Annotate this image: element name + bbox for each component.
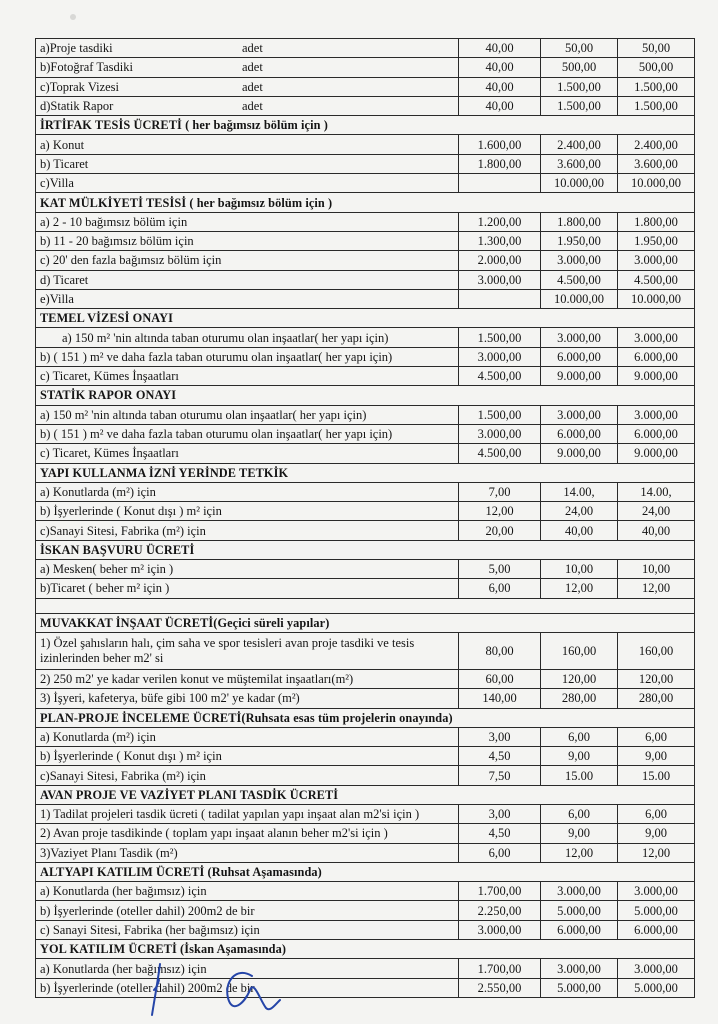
fee-label: b) İşyerlerinde ( Konut dışı ) m² için — [40, 749, 222, 764]
fee-value-cell: 2.400,00 — [541, 135, 618, 154]
fee-row — [36, 289, 695, 308]
section-heading-row — [36, 193, 695, 212]
fee-value-cell: 4.500,00 — [459, 444, 541, 463]
fee-value-cell: 4.500,00 — [541, 270, 618, 289]
fee-label: c) 20' den fazla bağımsız bölüm için — [40, 253, 222, 268]
fee-row — [36, 959, 695, 978]
fee-value-cell: 3.000,00 — [618, 251, 695, 270]
fee-label-cell — [36, 424, 459, 443]
fee-value-cell: 3.000,00 — [459, 347, 541, 366]
fee-label-cell — [36, 482, 459, 501]
section-heading: ALTYAPI KATILIM ÜCRETİ (Ruhsat Aşamasında) — [36, 862, 695, 881]
fee-row — [36, 669, 695, 688]
fee-row — [36, 727, 695, 746]
fee-value-cell: 3.000,00 — [541, 328, 618, 347]
fee-label-cell — [36, 154, 459, 173]
fee-row — [36, 689, 695, 708]
fee-row — [36, 521, 695, 540]
fee-row — [36, 328, 695, 347]
section-heading: PLAN-PROJE İNCELEME ÜCRETİ(Ruhsata esas tüm projelerin onayında) — [36, 708, 695, 727]
fee-label: b) ( 151 ) m² ve daha fazla taban oturumu olan inşaatlar( her yapı için) — [40, 349, 393, 364]
fee-value-cell: 40,00 — [459, 96, 541, 115]
fee-value-cell: 1.700,00 — [459, 882, 541, 901]
fee-value-cell: 9,00 — [541, 747, 618, 766]
fee-value-cell: 500,00 — [618, 58, 695, 77]
fee-label: c) Sanayi Sitesi, Fabrika (her bağımsız) için — [40, 922, 260, 937]
fee-label-cell — [36, 405, 459, 424]
fee-label: b) İşyerlerinde (oteller dahil) 200m2 de bir — [40, 980, 255, 995]
fee-label: d) Ticaret — [40, 272, 89, 287]
fee-label-cell — [36, 632, 459, 669]
fee-value-cell: 6,00 — [618, 804, 695, 823]
fee-value-cell: 1.950,00 — [541, 231, 618, 250]
spacer-row — [36, 598, 695, 613]
fee-label: 3) İşyeri, kafeterya, büfe gibi 100 m2' ye kadar (m²) — [40, 691, 300, 706]
fee-value-cell: 3.600,00 — [541, 154, 618, 173]
fee-value-cell: 10,00 — [541, 560, 618, 579]
fee-label-cell — [36, 77, 459, 96]
fee-value-cell: 50,00 — [618, 39, 695, 58]
fee-row — [36, 579, 695, 598]
fee-label-cell — [36, 727, 459, 746]
fee-label: a) Konutlarda (her bağımsız) için — [40, 961, 207, 976]
fee-row — [36, 920, 695, 939]
fee-unit: adet — [242, 79, 263, 94]
fee-label-cell — [36, 231, 459, 250]
fee-label-cell — [36, 804, 459, 823]
fee-value-cell: 5.000,00 — [541, 901, 618, 920]
fee-label: 1) Özel şahısların halı, çim saha ve spor tesisleri avan proje tasdiki ve tesis izinlerinden beher m2' si — [40, 635, 415, 665]
fee-value-cell: 6.000,00 — [618, 920, 695, 939]
fee-value-cell: 6.000,00 — [618, 424, 695, 443]
section-heading: TEMEL VİZESİ ONAYI — [36, 309, 695, 328]
section-heading-row — [36, 940, 695, 959]
fee-value-cell: 3.000,00 — [618, 882, 695, 901]
fee-value-cell: 15.00 — [618, 766, 695, 785]
fee-value-cell: 12,00 — [541, 843, 618, 862]
fee-label: c)Sanayi Sitesi, Fabrika (m²) için — [40, 768, 206, 783]
fee-label-cell — [36, 39, 459, 58]
fee-value-cell: 1.500,00 — [459, 328, 541, 347]
fee-value-cell: 2.400,00 — [618, 135, 695, 154]
section-heading-row — [36, 309, 695, 328]
fee-value-cell: 120,00 — [541, 669, 618, 688]
fee-label: b) Ticaret — [40, 156, 89, 171]
fee-value-cell: 40,00 — [541, 521, 618, 540]
fee-label: 3)Vaziyet Planı Tasdik (m²) — [40, 845, 178, 860]
fee-label-cell — [36, 579, 459, 598]
fee-label-cell — [36, 135, 459, 154]
fee-label-cell — [36, 174, 459, 193]
fee-label-cell — [36, 58, 459, 77]
fee-value-cell — [459, 289, 541, 308]
fee-label-cell — [36, 367, 459, 386]
section-heading-row — [36, 613, 695, 632]
fee-value-cell: 6.000,00 — [618, 347, 695, 366]
fee-label-cell — [36, 251, 459, 270]
fee-row — [36, 482, 695, 501]
fee-value-cell: 15.00 — [541, 766, 618, 785]
fee-value-cell: 280,00 — [541, 689, 618, 708]
fee-row — [36, 444, 695, 463]
fee-value-cell: 12,00 — [618, 579, 695, 598]
fee-table — [35, 38, 695, 998]
fee-row — [36, 96, 695, 115]
fee-value-cell: 9.000,00 — [618, 444, 695, 463]
fee-value-cell: 3.000,00 — [459, 270, 541, 289]
fee-label-cell — [36, 289, 459, 308]
section-heading-row — [36, 386, 695, 405]
fee-value-cell: 12,00 — [618, 843, 695, 862]
fee-row — [36, 231, 695, 250]
fee-value-cell: 160,00 — [541, 632, 618, 669]
fee-row — [36, 367, 695, 386]
fee-label-cell — [36, 96, 459, 115]
fee-row — [36, 632, 695, 669]
fee-row — [36, 747, 695, 766]
fee-label: 2) 250 m2' ye kadar verilen konut ve müştemilat inşaatları(m²) — [40, 672, 354, 687]
fee-value-cell: 10.000,00 — [541, 289, 618, 308]
fee-row — [36, 901, 695, 920]
fee-label-cell — [36, 560, 459, 579]
fee-label: c)Villa — [40, 176, 74, 191]
fee-value-cell: 60,00 — [459, 669, 541, 688]
fee-label: c) Ticaret, Kümes İnşaatları — [40, 369, 179, 384]
fee-value-cell: 80,00 — [459, 632, 541, 669]
fee-value-cell: 3,00 — [459, 727, 541, 746]
fee-label-cell — [36, 824, 459, 843]
fee-value-cell: 1.200,00 — [459, 212, 541, 231]
fee-value-cell: 4,50 — [459, 747, 541, 766]
fee-label: b) İşyerlerinde ( Konut dışı ) m² için — [40, 504, 222, 519]
fee-value-cell: 4.500,00 — [459, 367, 541, 386]
fee-value-cell: 1.800,00 — [541, 212, 618, 231]
fee-value-cell: 5.000,00 — [618, 901, 695, 920]
fee-value-cell: 40,00 — [618, 521, 695, 540]
section-heading: İRTİFAK TESİS ÜCRETİ ( her bağımsız bölüm için ) — [36, 116, 695, 135]
section-heading: AVAN PROJE VE VAZİYET PLANI TASDİK ÜCRETİ — [36, 785, 695, 804]
fee-value-cell: 3.000,00 — [541, 251, 618, 270]
fee-value-cell: 6.000,00 — [541, 424, 618, 443]
fee-value-cell: 10.000,00 — [618, 289, 695, 308]
fee-value-cell: 12,00 — [459, 502, 541, 521]
fee-value-cell: 1.500,00 — [618, 77, 695, 96]
fee-value-cell: 1.700,00 — [459, 959, 541, 978]
fee-value-cell: 6,00 — [541, 804, 618, 823]
fee-label-cell — [36, 212, 459, 231]
fee-value-cell: 10,00 — [618, 560, 695, 579]
punch-mark — [70, 14, 76, 20]
fee-value-cell: 9,00 — [618, 824, 695, 843]
fee-value-cell: 3.000,00 — [541, 405, 618, 424]
fee-row — [36, 824, 695, 843]
fee-value-cell: 280,00 — [618, 689, 695, 708]
fee-row — [36, 804, 695, 823]
fee-label: b) 11 - 20 bağımsız bölüm için — [40, 234, 194, 249]
fee-label: a) Mesken( beher m² için ) — [40, 562, 174, 577]
fee-unit: adet — [242, 60, 263, 75]
fee-value-cell: 40,00 — [459, 58, 541, 77]
fee-row — [36, 135, 695, 154]
fee-label: a) 150 m² 'nin altında taban oturumu olan inşaatlar( her yapı için) — [40, 407, 367, 422]
section-heading-row — [36, 862, 695, 881]
fee-value-cell: 20,00 — [459, 521, 541, 540]
fee-value-cell: 2.550,00 — [459, 978, 541, 997]
section-heading: YOL KATILIM ÜCRETİ (İskan Aşamasında) — [36, 940, 695, 959]
fee-value-cell: 140,00 — [459, 689, 541, 708]
fee-label: a) Konutlarda (m²) için — [40, 484, 156, 499]
fee-value-cell: 7,00 — [459, 482, 541, 501]
fee-label-cell — [36, 444, 459, 463]
fee-label-cell — [36, 920, 459, 939]
fee-label: a) 150 m² 'nin altında taban oturumu olan inşaatlar( her yapı için) — [62, 330, 389, 345]
fee-value-cell: 5.000,00 — [618, 978, 695, 997]
fee-value-cell: 1.300,00 — [459, 231, 541, 250]
fee-value-cell: 1.500,00 — [541, 96, 618, 115]
fee-value-cell: 2.000,00 — [459, 251, 541, 270]
fee-unit: adet — [242, 99, 263, 114]
fee-value-cell: 40,00 — [459, 39, 541, 58]
section-heading-row — [36, 540, 695, 559]
fee-label-cell — [36, 689, 459, 708]
fee-value-cell: 1.500,00 — [618, 96, 695, 115]
fee-row — [36, 766, 695, 785]
fee-value-cell: 120,00 — [618, 669, 695, 688]
fee-value-cell: 1.600,00 — [459, 135, 541, 154]
fee-value-cell: 24,00 — [541, 502, 618, 521]
fee-row — [36, 882, 695, 901]
fee-value-cell: 1.950,00 — [618, 231, 695, 250]
fee-value-cell: 10.000,00 — [541, 174, 618, 193]
fee-value-cell: 5.000,00 — [541, 978, 618, 997]
fee-label: b)Ticaret ( beher m² için ) — [40, 581, 170, 596]
fee-value-cell: 40,00 — [459, 77, 541, 96]
fee-label-cell — [36, 747, 459, 766]
fee-label-cell — [36, 901, 459, 920]
fee-label-cell — [36, 882, 459, 901]
fee-value-cell: 6,00 — [618, 727, 695, 746]
fee-value-cell: 4.500,00 — [618, 270, 695, 289]
fee-row — [36, 843, 695, 862]
section-heading-row — [36, 463, 695, 482]
fee-value-cell: 500,00 — [541, 58, 618, 77]
fee-label-cell — [36, 843, 459, 862]
fee-row — [36, 347, 695, 366]
fee-value-cell: 3.000,00 — [618, 405, 695, 424]
fee-unit: adet — [242, 41, 263, 56]
fee-label-cell — [36, 328, 459, 347]
fee-label-cell — [36, 521, 459, 540]
fee-value-cell: 9,00 — [541, 824, 618, 843]
fee-value-cell: 6,00 — [541, 727, 618, 746]
fee-row — [36, 502, 695, 521]
fee-label: 2) Avan proje tasdikinde ( toplam yapı inşaat alanın beher m2'si için ) — [40, 826, 388, 841]
fee-value-cell: 9,00 — [618, 747, 695, 766]
fee-label: c) Ticaret, Kümes İnşaatları — [40, 446, 179, 461]
fee-value-cell: 6,00 — [459, 579, 541, 598]
section-heading: MUVAKKAT İNŞAAT ÜCRETİ(Geçici süreli yapılar) — [36, 613, 695, 632]
fee-label: e)Villa — [40, 292, 74, 306]
fee-value-cell: 3.000,00 — [459, 424, 541, 443]
fee-value-cell: 1.800,00 — [618, 212, 695, 231]
section-heading: İSKAN BAŞVURU ÜCRETİ — [36, 540, 695, 559]
fee-value-cell: 1.500,00 — [459, 405, 541, 424]
fee-value-cell: 5,00 — [459, 560, 541, 579]
fee-row — [36, 424, 695, 443]
fee-label: c)Sanayi Sitesi, Fabrika (m²) için — [40, 523, 206, 538]
fee-value-cell: 24,00 — [618, 502, 695, 521]
fee-value-cell — [459, 174, 541, 193]
fee-label-cell — [36, 766, 459, 785]
fee-value-cell: 3.000,00 — [618, 959, 695, 978]
signature — [140, 960, 300, 1020]
section-heading-row — [36, 116, 695, 135]
fee-value-cell: 1.500,00 — [541, 77, 618, 96]
section-heading-row — [36, 708, 695, 727]
fee-value-cell: 3,00 — [459, 804, 541, 823]
fee-value-cell: 9.000,00 — [618, 367, 695, 386]
fee-label: a) Konutlarda (m²) için — [40, 729, 156, 744]
fee-value-cell: 9.000,00 — [541, 367, 618, 386]
fee-value-cell: 12,00 — [541, 579, 618, 598]
fee-row — [36, 560, 695, 579]
fee-row — [36, 978, 695, 997]
fee-label: 1) Tadilat projeleri tasdik ücreti ( tadilat yapılan yapı inşaat alan m2'si için ) — [40, 807, 420, 822]
section-heading: KAT MÜLKİYETİ TESİSİ ( her bağımsız bölüm için ) — [36, 193, 695, 212]
fee-value-cell: 10.000,00 — [618, 174, 695, 193]
fee-value-cell: 3.000,00 — [459, 920, 541, 939]
section-heading: STATİK RAPOR ONAYI — [36, 386, 695, 405]
section-heading-row — [36, 785, 695, 804]
fee-label: a)Proje tasdiki — [40, 41, 113, 56]
fee-value-cell: 50,00 — [541, 39, 618, 58]
fee-value-cell: 2.250,00 — [459, 901, 541, 920]
fee-label: a) Konutlarda (her bağımsız) için — [40, 884, 207, 899]
fee-value-cell: 6.000,00 — [541, 920, 618, 939]
fee-value-cell: 14.00, — [541, 482, 618, 501]
fee-label: b)Fotoğraf Tasdiki — [40, 60, 133, 75]
fee-row — [36, 174, 695, 193]
fee-row — [36, 212, 695, 231]
fee-row — [36, 39, 695, 58]
fee-label: a) 2 - 10 bağımsız bölüm için — [40, 214, 188, 229]
fee-label: c)Toprak Vizesi — [40, 79, 120, 94]
fee-value-cell: 3.000,00 — [541, 959, 618, 978]
fee-value-cell: 14.00, — [618, 482, 695, 501]
fee-row — [36, 154, 695, 173]
fee-value-cell: 160,00 — [618, 632, 695, 669]
fee-label-cell — [36, 669, 459, 688]
fee-row — [36, 77, 695, 96]
fee-label-cell — [36, 347, 459, 366]
fee-value-cell: 6.000,00 — [541, 347, 618, 366]
fee-value-cell: 6,00 — [459, 843, 541, 862]
fee-value-cell: 3.000,00 — [618, 328, 695, 347]
fee-label: d)Statik Rapor — [40, 99, 114, 114]
fee-value-cell: 3.600,00 — [618, 154, 695, 173]
fee-row — [36, 405, 695, 424]
fee-value-cell: 3.000,00 — [541, 882, 618, 901]
fee-row — [36, 58, 695, 77]
fee-label: b) İşyerlerinde (oteller dahil) 200m2 de bir — [40, 903, 255, 918]
section-heading: YAPI KULLANMA İZNİ YERİNDE TETKİK — [36, 463, 695, 482]
fee-label: a) Konut — [40, 137, 85, 152]
fee-label: b) ( 151 ) m² ve daha fazla taban oturumu olan inşaatlar( her yapı için) — [40, 427, 393, 442]
fee-value-cell: 4,50 — [459, 824, 541, 843]
fee-label-cell — [36, 270, 459, 289]
fee-value-cell: 7,50 — [459, 766, 541, 785]
fee-label-cell — [36, 502, 459, 521]
spacer-cell — [36, 598, 695, 613]
fee-row — [36, 270, 695, 289]
fee-value-cell: 9.000,00 — [541, 444, 618, 463]
fee-row — [36, 251, 695, 270]
fee-value-cell: 1.800,00 — [459, 154, 541, 173]
